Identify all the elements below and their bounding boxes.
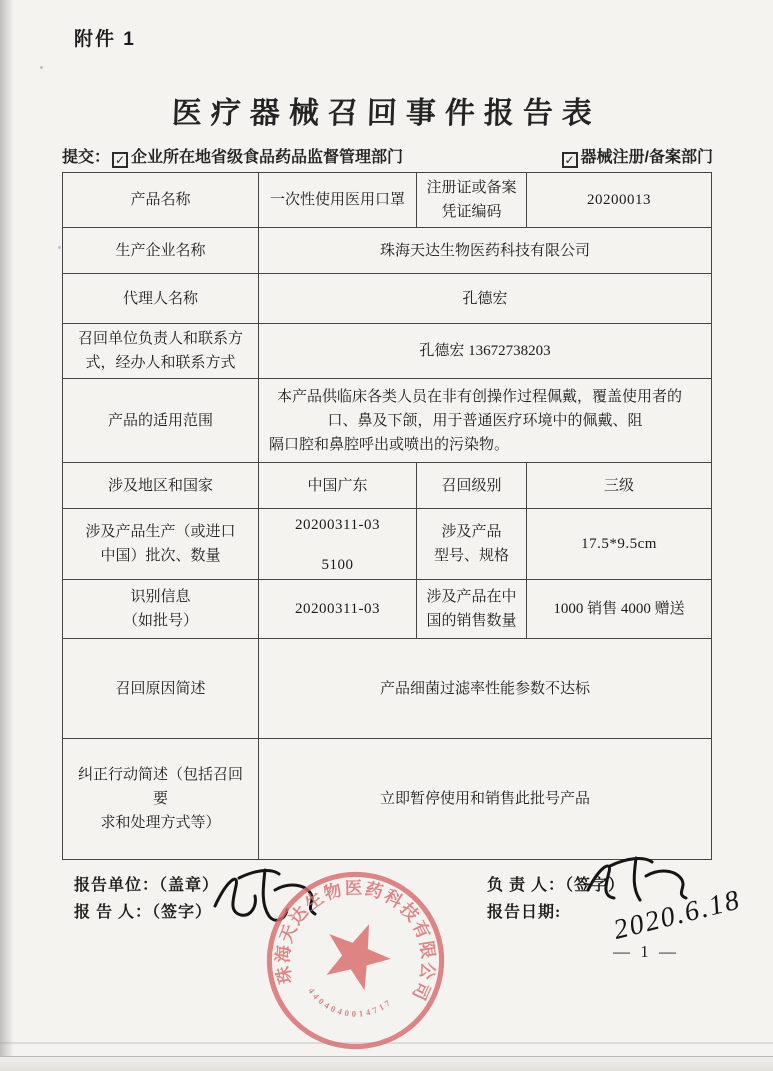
scope-line: 口、鼻及下颌，用于普通医疗环境中的佩戴、阻 [327,412,643,429]
batch-quantity: 5100 [321,557,354,573]
table-row [63,509,712,580]
report-date-value: 2020.6.18 [610,884,745,946]
label-line: 注册证或备案 [426,180,517,196]
seal-code-text: 4404040014717 [306,986,392,1019]
label-line: 纠正行动简述（包括召回要 [77,767,243,807]
page-number: — 1 — [613,942,679,961]
cell-reason-label: 召回原因简述 [63,639,259,739]
label-line: 凭证编码 [441,204,502,220]
cell-reason-value: 产品细菌过滤率性能参数不达标 [259,639,712,739]
scan-artifact-line [0,1042,773,1044]
reporter-label: 报 告 人：（签字） [74,904,213,921]
cell-recall-level-label: 召回级别 [417,463,527,509]
scan-speck [58,246,61,249]
label-line: 涉及产品在中 [426,589,517,605]
cell-manufacturer-value: 珠海天达生物医药科技有限公司 [259,228,712,274]
cell-region-value: 中国广东 [259,463,417,509]
submit-option-left-label: 企业所在地省级食品药品监督管理部门 [131,149,404,166]
cell-reg-cert-label [417,173,527,228]
label-line: （如批号） [122,613,198,629]
submit-option-right [560,144,713,168]
cell-region-label: 涉及地区和国家 [63,463,259,509]
cell-contact-value: 孔德宏 13672738203 [259,324,712,379]
label-line: 识别信息 [130,589,191,605]
checkbox-checked-icon: ✓ [112,152,128,168]
table-row [63,274,712,324]
responsible-label: 负 责 人：（签字） [487,877,626,894]
submit-option-left [62,144,403,168]
cell-action-label [63,739,259,860]
table-row [63,739,712,860]
table-row [63,173,712,228]
submit-line [62,144,713,168]
scan-speck [40,66,43,69]
cell-agent-value: 孔德宏 [259,274,712,324]
label-line: 国的销售数量 [426,613,517,629]
seal-company-text: 珠海天达生物医药科技有限公司 [272,877,439,1004]
footer-left-block [74,872,219,926]
company-seal-stamp [253,858,458,1063]
page-title: 医疗器械召回事件报告表 [171,97,602,130]
cell-manufacturer-label: 生产企业名称 [63,228,259,274]
label-line: 涉及产品 [441,524,502,540]
scan-bottom-band [0,1056,773,1071]
report-date-label: 报告日期: [487,904,562,921]
table-row [63,324,712,379]
table-row [63,580,712,639]
cell-scope-label: 产品的适用范围 [63,379,259,463]
cell-contact-label [63,324,259,379]
cell-action-value: 立即暂停使用和销售此批号产品 [259,739,712,860]
batch-number: 20200311-03 [295,517,380,533]
submit-option-right-label: 器械注册/备案部门 [580,149,713,166]
checkbox-checked-icon: ✓ [562,152,578,168]
cell-batch-value [259,509,417,580]
label-line: 中国）批次、数量 [100,548,221,564]
table-row [63,463,712,509]
scope-line: 本产品供临床各类人员在非有创操作过程佩戴，覆盖使用者的 [277,388,683,405]
report-unit-label: 报告单位：（盖章） [74,877,220,894]
cell-sales-label [417,580,527,639]
label-line: 型号、规格 [433,548,509,564]
attachment-label: 附件 1 [74,29,136,50]
cell-sales-value: 1000 销售 4000 赠送 [527,580,712,639]
scope-line: 隔口腔和鼻腔呼出或喷出的污染物。 [269,436,510,453]
seal-star [323,920,395,993]
label-line: 召回单位负责人和联系方 [77,331,243,347]
cell-id-label [63,580,259,639]
cell-id-value: 20200311-03 [259,580,417,639]
recall-report-table [62,172,712,860]
cell-recall-level-value: 三级 [527,463,712,509]
cell-product-name-label: 产品名称 [63,173,259,228]
submit-prefix: 提交： [62,149,111,166]
table-row [63,639,712,739]
cell-batch-label [63,509,259,580]
cell-product-name-value: 一次性使用医用口罩 [259,173,417,228]
cell-model-label [417,509,527,580]
label-line: 式，经办人和联系方式 [85,355,236,371]
cell-scope-value [259,379,712,463]
scan-edge-left [0,0,14,1071]
label-line: 涉及产品生产（或进口 [85,524,236,540]
table-row [63,379,712,463]
cell-reg-cert-value: 20200013 [527,173,712,228]
label-line: 求和处理方式等） [100,815,221,831]
cell-agent-label: 代理人名称 [63,274,259,324]
cell-model-value: 17.5*9.5cm [527,509,712,580]
table-row [63,228,712,274]
